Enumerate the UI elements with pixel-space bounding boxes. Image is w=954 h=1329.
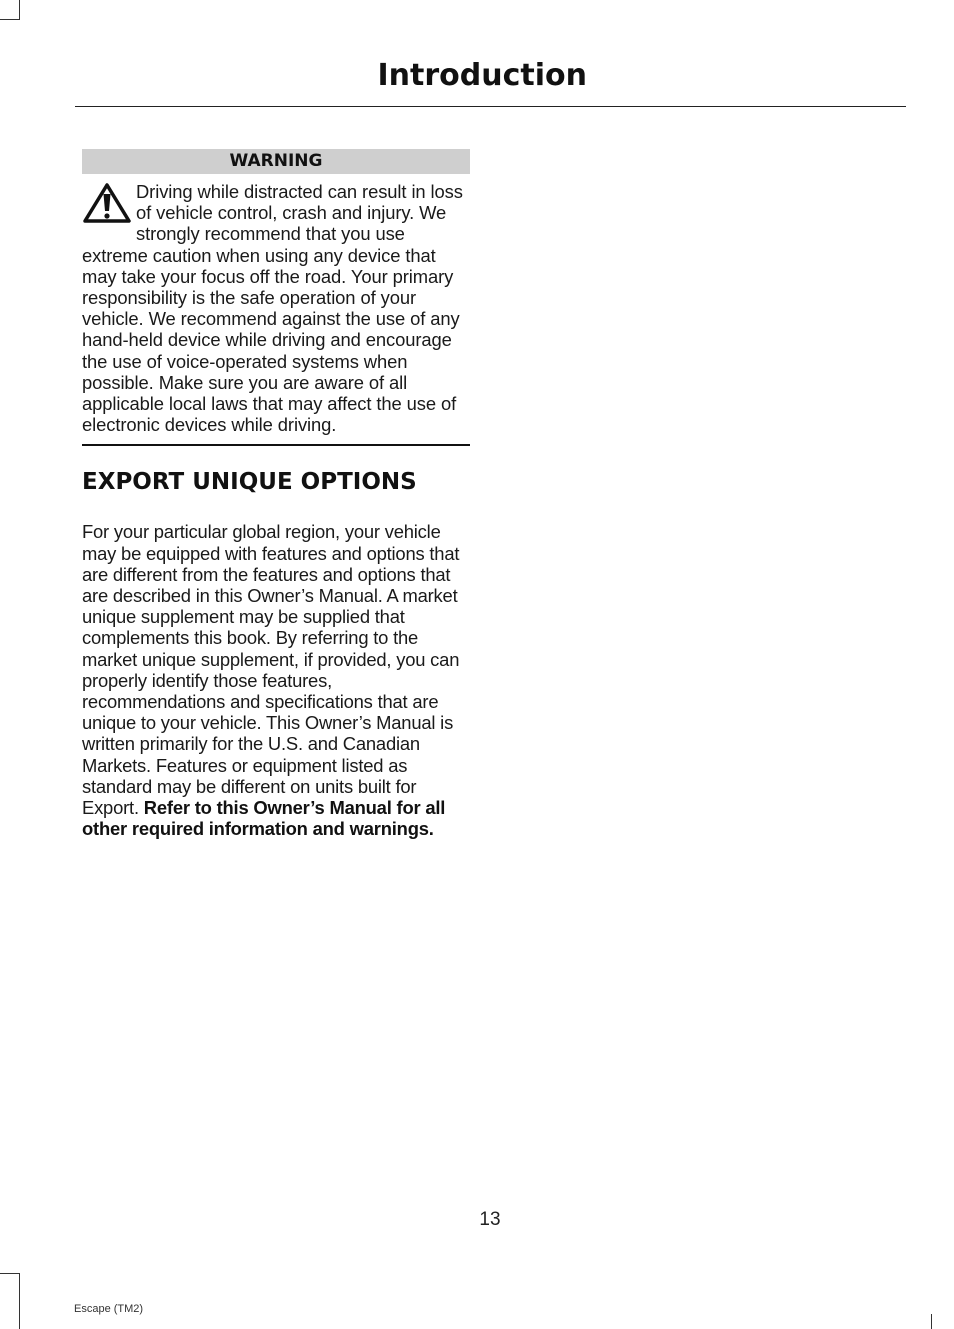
section-heading: EXPORT UNIQUE OPTIONS: [82, 469, 417, 496]
crop-mark: [0, 19, 20, 20]
crop-mark: [19, 0, 20, 19]
left-column: [82, 149, 470, 839]
section-body: [82, 521, 470, 839]
warning-heading: WARNING: [82, 149, 470, 174]
warning-text: Driving while distracted can result in loss of vehicle control, crash and injury. We strongly recommend that you use extreme caution when using any device that may take your focus off the road. Your primary responsibility is the safe operation of your vehicle. We recommend against the use of any hand-held device while driving and encourage the use of voice-operated systems when possible. Make sure you are aware of all applicable local laws that may affect the use of electronic devices while driving.: [82, 181, 463, 436]
section-body-text: For your particular global region, your vehicle may be equipped with features and options that are different from the features and options that are described in this Owner’s Manual. A market unique supplement may be supplied that complements this book. By referring to the market unique supplement, if provided, you can properly identify those features, recommendations and specifications that are unique to your vehicle. This Owner’s Manual is written primarily for the U.S. and Canadian Markets. Features or equipment listed as standard may be different on units built for Export.: [82, 521, 460, 819]
warning-box: [82, 149, 470, 446]
page-title: Introduction: [377, 58, 587, 93]
warning-body: [82, 181, 470, 435]
warning-triangle-icon: [82, 181, 132, 225]
crop-mark: [19, 1273, 20, 1329]
crop-mark: [0, 1273, 20, 1274]
page-number: 13: [479, 1209, 501, 1230]
crop-mark: [931, 1314, 932, 1329]
footer-model: Escape (TM2): [74, 1303, 144, 1315]
warning-divider: [82, 444, 470, 446]
section-body-emphasis: Refer to this Owner’s Manual for all other required information and warnings.: [82, 797, 446, 840]
title-divider: [75, 106, 906, 107]
